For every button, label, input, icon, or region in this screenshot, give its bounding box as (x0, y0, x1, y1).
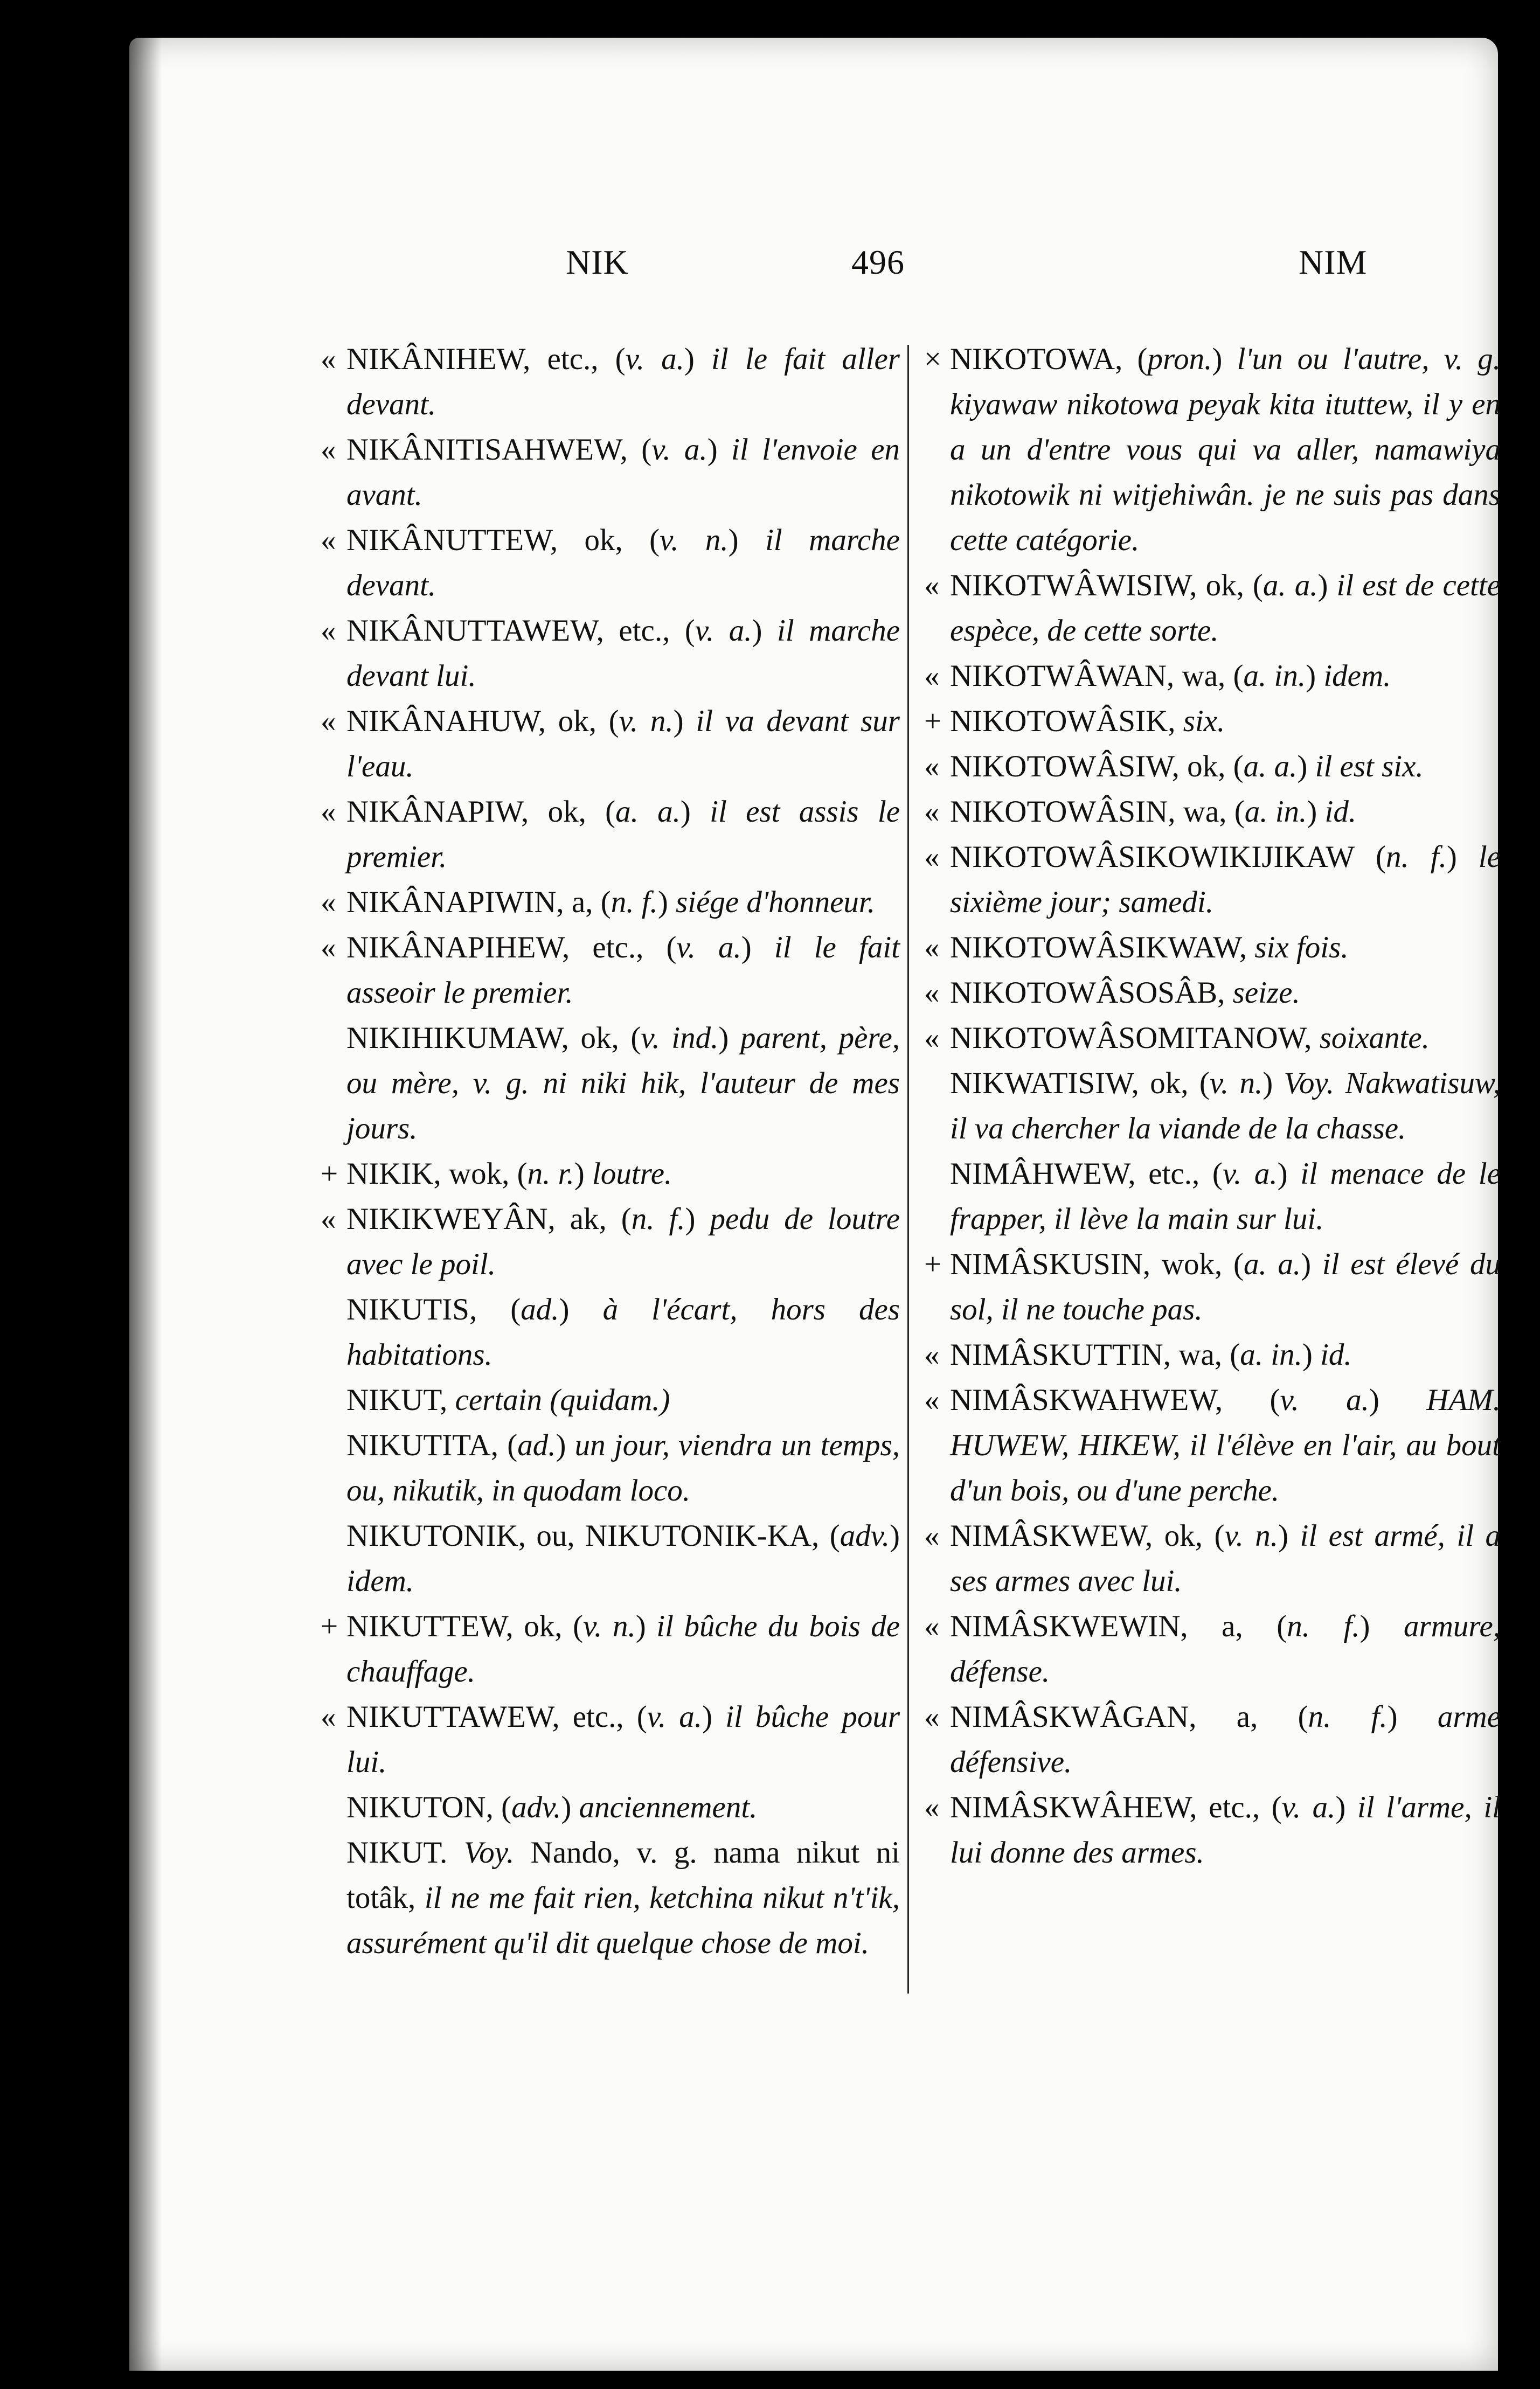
entry-headword: NIMÂSKWEW, (950, 1519, 1153, 1553)
entry-headword: NIMÂSKWAHWEW, (950, 1383, 1223, 1417)
entry-text: ) (1359, 1609, 1404, 1643)
running-head-left: NIK (566, 243, 629, 281)
entry-text: ) (1335, 1790, 1358, 1824)
entry-definition: il marche devant. (346, 523, 900, 602)
entry-text: ok, ( (513, 1609, 584, 1643)
entry-definition: il ne me fait rien, ketchina nikut n't'ik, assurément qu'il dit quelque chose de moi. (346, 1881, 900, 1960)
entry-headword: NIKWATISIW, (950, 1066, 1139, 1100)
dictionary-entry (321, 699, 900, 789)
dictionary-entry (924, 925, 1501, 970)
entry-headword: NIKOTOWÂSIN, (950, 795, 1176, 829)
entry-text: ) (1212, 342, 1237, 376)
entry-headword: NIKUT, (346, 1383, 448, 1417)
entry-grammar: Voy. (463, 1836, 515, 1870)
entry-marker: « (924, 930, 940, 964)
entry-grammar: n. f. (611, 885, 658, 919)
dictionary-entry (321, 427, 900, 518)
entry-definition: il l'envoie en avant. (346, 433, 900, 512)
entry-grammar: six fois. (1254, 930, 1349, 964)
dictionary-entry (924, 970, 1501, 1016)
entry-text: etc., ( (570, 930, 677, 964)
entry-text (447, 1836, 463, 1870)
entry-text: ) (702, 1700, 726, 1734)
entry-headword: NIKIHIKUMAW, (346, 1021, 569, 1055)
entry-grammar: a. in. (1244, 795, 1307, 829)
entry-headword: NIKUTTEW, (346, 1609, 514, 1643)
entry-grammar: seize. (1232, 976, 1300, 1010)
entry-text: ( (1354, 840, 1386, 874)
entry-text: ok, ( (558, 523, 660, 557)
entry-grammar: adv. (511, 1790, 561, 1824)
entry-definition: anciennement. (579, 1790, 758, 1824)
entry-text: wa, ( (1174, 659, 1244, 693)
column-divider (907, 345, 909, 1994)
entry-definition: il l'arme, il lui donne des armes. (950, 1790, 1501, 1870)
entry-definition: il est six. (1315, 749, 1424, 783)
entry-text: a, ( (1196, 1700, 1308, 1734)
entry-text (1175, 704, 1183, 738)
entry-text (1247, 930, 1254, 964)
entry-definition: il bûche du bois de chauffage. (346, 1609, 900, 1689)
entry-definition: parent, père, ou mère, v. g. ni niki hik, l'auteur de mes jours. (346, 1021, 900, 1145)
entry-headword: NIKOTWÂWISIW, (950, 568, 1197, 602)
entry-text: etc., ( (530, 342, 626, 376)
entry-definition: pedu de loutre avec le poil. (346, 1202, 900, 1281)
entry-text: ( (627, 433, 652, 467)
entry-headword: NIKÂNAHUW, (346, 704, 546, 738)
entry-definition: il est élevé du sol, il ne touche pas. (950, 1247, 1501, 1327)
entry-definition: il le fait aller devant. (346, 342, 900, 421)
entry-marker: « (321, 930, 336, 964)
entry-headword: NIKOTOWÂSIKWAW, (950, 930, 1247, 964)
entry-grammar: v. n. (583, 1609, 636, 1643)
entry-definition: il marche devant lui. (346, 614, 900, 693)
entry-grammar: a. in. (1240, 1338, 1302, 1372)
entry-headword: NIKOTOWÂSOMITANOW, (950, 1021, 1312, 1055)
dictionary-entry (924, 1332, 1501, 1378)
dictionary-entry (321, 1830, 900, 1966)
entry-grammar: n. f. (631, 1202, 685, 1236)
entry-text: ( (498, 1428, 518, 1462)
entry-marker: « (924, 1790, 940, 1824)
entry-headword: NIKÂNAPIWIN, (346, 885, 564, 919)
entry-headword: NIKOTOWÂSOSÂB, (950, 976, 1225, 1010)
entry-headword: NIKUTIS, (346, 1293, 477, 1327)
entry-definition: l'un ou l'autre, v. g. kiyawaw nikotowa peyak kita ituttew, il y en a un d'entre vous qui va aller, namawiya nikotowik ni witjehiwân. je ne suis pas dans cette catégorie. (950, 342, 1501, 557)
entry-headword: NIMÂSKWEWIN, (950, 1609, 1188, 1643)
entry-text: ou, NIKUTONIK-KA, ( (525, 1519, 840, 1553)
entry-definition: id. (1324, 795, 1357, 829)
entry-text: ) (1306, 659, 1324, 693)
entry-marker: « (924, 1383, 940, 1417)
entry-grammar: pron. (1147, 342, 1212, 376)
entry-grammar: v. n. (1209, 1066, 1263, 1100)
entry-grammar: v. a. (651, 433, 707, 467)
dictionary-entry (924, 1061, 1501, 1151)
entry-text: ) (890, 1519, 900, 1553)
dictionary-entry (924, 789, 1501, 835)
page-gutter-shadow (129, 38, 162, 2371)
entry-definition: il menace de le frapper, il lève la main sur lui. (950, 1157, 1501, 1236)
entry-text: wok, ( (441, 1157, 528, 1191)
entry-grammar: v. n. (660, 523, 729, 557)
entry-headword: NIKÂNAPIW, (346, 795, 529, 829)
entry-headword: NIMÂSKUSIN, (950, 1247, 1151, 1281)
entry-definition: siége d'honneur. (676, 885, 876, 919)
dictionary-entry (924, 835, 1501, 925)
entry-marker: « (321, 1700, 336, 1734)
left-column (321, 337, 900, 1966)
dictionary-entry (924, 1378, 1501, 1513)
entry-marker: + (321, 1609, 338, 1643)
dictionary-entry (321, 1513, 900, 1604)
entry-headword: NIKÂNITISAHWEW, (346, 433, 628, 467)
dictionary-entry (924, 563, 1501, 654)
entry-grammar: v. a. (1222, 1157, 1278, 1191)
entry-text: ) (1301, 1247, 1322, 1281)
entry-marker: « (321, 1202, 336, 1236)
entry-definition: Voy. Nakwatisuw, il va chercher la viande de la chasse. (950, 1066, 1501, 1145)
entry-headword: NIMÂSKUTTIN, (950, 1338, 1171, 1372)
dictionary-entry (321, 1287, 900, 1378)
entry-text: ( (1122, 342, 1148, 376)
dictionary-entry (321, 1604, 900, 1694)
entry-text: ok, ( (1153, 1519, 1225, 1553)
entry-definition: arme défensive. (950, 1700, 1501, 1779)
entry-text: ak, ( (555, 1202, 632, 1236)
entry-marker: « (924, 840, 940, 874)
entry-marker: « (924, 1021, 940, 1055)
entry-marker: « (924, 795, 940, 829)
entry-text (1312, 1021, 1319, 1055)
running-head-right: NIM (1299, 243, 1368, 281)
entry-grammar: soixante. (1319, 1021, 1430, 1055)
entry-headword: NIKÂNUTTAWEW, (346, 614, 604, 648)
entry-grammar: a. a. (1262, 568, 1318, 602)
entry-grammar: v. a. (676, 930, 741, 964)
entry-marker: « (924, 749, 940, 783)
dictionary-entry (924, 699, 1501, 744)
dictionary-entry (924, 1694, 1501, 1785)
entry-grammar: n. f. (1308, 1700, 1388, 1734)
entry-grammar: a. in. (1243, 659, 1306, 693)
dictionary-entry (321, 337, 900, 427)
book-page (129, 38, 1501, 2371)
entry-grammar: v. n. (619, 704, 674, 738)
entry-headword: NIKÂNAPIHEW, (346, 930, 570, 964)
entry-headword: NIKUTTAWEW, (346, 1700, 560, 1734)
entry-grammar: n. f. (1287, 1609, 1360, 1643)
entry-grammar: a. a. (1243, 749, 1298, 783)
entry-definition: à l'écart, hors des habitations. (346, 1293, 900, 1372)
entry-grammar: a. a. (615, 795, 681, 829)
entry-definition: il est de cette espèce, de cette sorte. (950, 568, 1501, 648)
entry-text: ok, ( (568, 1021, 641, 1055)
dictionary-entry (321, 925, 900, 1016)
entry-text: ) (718, 1021, 740, 1055)
entry-grammar: adv. (840, 1519, 890, 1553)
entry-text: ) (574, 1157, 592, 1191)
entry-text (447, 1383, 455, 1417)
entry-marker: « (321, 614, 336, 648)
entry-headword: NIKOTOWÂSIKOWIKIJIKAW (950, 840, 1355, 874)
entry-grammar: six. (1183, 704, 1225, 738)
entry-definition: le sixième jour; samedi. (950, 840, 1501, 919)
entry-headword: NIKUTITA, (346, 1428, 498, 1462)
entry-text: ) (1297, 749, 1315, 783)
entry-headword: NIKUTONIK, (346, 1519, 526, 1553)
entry-text: etc., ( (603, 614, 695, 648)
entry-marker: + (924, 704, 942, 738)
entry-marker: « (321, 885, 336, 919)
entry-text: ) (685, 1202, 710, 1236)
dictionary-entry (321, 1378, 900, 1423)
entry-definition: loutre. (592, 1157, 672, 1191)
entry-grammar: certain (quidam.) (455, 1383, 670, 1417)
entry-text: ) (741, 930, 774, 964)
page-number: 496 (851, 243, 905, 281)
dictionary-entry (321, 608, 900, 699)
entry-grammar: v. a. (695, 614, 752, 648)
entry-text: ) (635, 1609, 657, 1643)
entry-text: ( (1223, 1383, 1280, 1417)
entry-headword: NIKIKWEYÂN, (346, 1202, 556, 1236)
entry-grammar: v. a. (625, 342, 684, 376)
entry-text: etc., ( (1197, 1790, 1282, 1824)
dictionary-entry (924, 654, 1501, 699)
entry-text: ) (556, 1428, 575, 1462)
entry-text: ok, ( (1197, 568, 1263, 602)
entry-text: ( (477, 1293, 521, 1327)
dictionary-entry (924, 1513, 1501, 1604)
entry-text: ) (673, 704, 696, 738)
entry-text: etc., ( (1135, 1157, 1223, 1191)
entry-marker: « (924, 1519, 940, 1553)
entry-headword: NIKOTOWÂSIK, (950, 704, 1176, 738)
entry-text: wok, ( (1150, 1247, 1244, 1281)
entry-text: ) (1387, 1700, 1438, 1734)
entry-text: ) (1369, 1383, 1427, 1417)
entry-text (1225, 976, 1232, 1010)
entry-definition: il bûche pour lui. (346, 1700, 900, 1779)
entry-text: ) (657, 885, 676, 919)
entry-marker: « (321, 523, 336, 557)
entry-text: a, ( (1188, 1609, 1287, 1643)
entry-grammar: v. n. (1224, 1519, 1279, 1553)
entry-grammar: ad. (521, 1293, 559, 1327)
entry-definition: un jour, viendra un temps, ou, nikutik, in quodam loco. (346, 1428, 900, 1508)
entry-grammar: v. a. (1280, 1383, 1369, 1417)
entry-text: ) (728, 523, 766, 557)
entry-marker: « (924, 1338, 940, 1372)
entry-text: ok, ( (529, 795, 616, 829)
entry-definition: il est assis le premier. (346, 795, 900, 874)
entry-grammar: v. ind. (641, 1021, 719, 1055)
entry-headword: NIMÂSKWÂGAN, (950, 1700, 1197, 1734)
entry-definition: id. (1320, 1338, 1352, 1372)
dictionary-entry (321, 1197, 900, 1287)
entry-marker: × (924, 342, 942, 376)
entry-text: ok, ( (1139, 1066, 1210, 1100)
entry-definition: idem. (346, 1564, 414, 1598)
entry-headword: NIKUT. (346, 1836, 448, 1870)
entry-text: ) (752, 614, 777, 648)
dictionary-entry (924, 1242, 1501, 1332)
entry-marker: + (321, 1157, 338, 1191)
entry-definition: il est armé, il a ses armes avec lui. (950, 1519, 1501, 1598)
entry-marker: « (321, 704, 336, 738)
entry-text: ) (684, 342, 712, 376)
entry-marker: « (321, 433, 336, 467)
entry-text: ) (680, 795, 710, 829)
entry-text: ) (1302, 1338, 1321, 1372)
dictionary-entry (321, 880, 900, 925)
entry-text: ) (1277, 1157, 1301, 1191)
entry-definition: armure, défense. (950, 1609, 1501, 1689)
entry-headword: NIKUTON, (346, 1790, 494, 1824)
entry-text: ) (1262, 1066, 1284, 1100)
entry-text: ) (1317, 568, 1337, 602)
entry-text: ok, ( (1179, 749, 1244, 783)
dictionary-entry (321, 1151, 900, 1197)
entry-text: etc., ( (559, 1700, 647, 1734)
entry-marker: « (321, 342, 336, 376)
entry-marker: « (924, 1609, 940, 1643)
entry-definition: HAM. HUWEW, HIKEW, il l'élève en l'air, au bout d'un bois, ou d'une perche. (950, 1383, 1501, 1508)
entry-text: ) (559, 1293, 603, 1327)
entry-text: a, ( (564, 885, 611, 919)
entry-marker: « (924, 976, 940, 1010)
dictionary-entry (321, 789, 900, 880)
entry-grammar: n. f. (1386, 840, 1447, 874)
entry-headword: NIKOTWÂWAN, (950, 659, 1175, 693)
entry-text: Nando, v. g. nama nikut ni totâk, (346, 1836, 900, 1915)
entry-text: ( (493, 1790, 512, 1824)
entry-text: ) (707, 433, 732, 467)
entry-marker: « (924, 568, 940, 602)
entry-grammar: v. a. (647, 1700, 703, 1734)
entry-grammar: a. a. (1243, 1247, 1301, 1281)
entry-headword: NIKÂNIHEW, (346, 342, 531, 376)
entry-text: ) (561, 1790, 579, 1824)
entry-text: wa, ( (1175, 795, 1245, 829)
entry-headword: NIKIK, (346, 1157, 441, 1191)
dictionary-entry (924, 1785, 1501, 1876)
dictionary-entry (321, 1694, 900, 1785)
entry-text: ) (1278, 1519, 1300, 1553)
dictionary-entry (924, 744, 1501, 789)
dictionary-entry (321, 1785, 900, 1830)
entry-grammar: ad. (517, 1428, 556, 1462)
entry-definition: idem. (1323, 659, 1391, 693)
entry-headword: NIMÂSKWÂHEW, (950, 1790, 1197, 1824)
dictionary-entry (321, 1016, 900, 1151)
entry-text: ) (1307, 795, 1325, 829)
entry-marker: + (924, 1247, 942, 1281)
entry-headword: NIKOTOWA, (950, 342, 1123, 376)
dictionary-entry (924, 1604, 1501, 1694)
right-column (924, 337, 1501, 1876)
entry-definition: il le fait asseoir le premier. (346, 930, 900, 1010)
dictionary-entry (924, 337, 1501, 563)
dictionary-entry (924, 1016, 1501, 1061)
dictionary-entry (924, 1151, 1501, 1242)
entry-marker: « (924, 1700, 940, 1734)
entry-headword: NIKÂNUTTEW, (346, 523, 558, 557)
entry-grammar: v. a. (1281, 1790, 1336, 1824)
entry-definition: il va devant sur l'eau. (346, 704, 900, 783)
entry-text: wa, ( (1171, 1338, 1240, 1372)
dictionary-entry (321, 518, 900, 608)
entry-headword: NIMÂHWEW, (950, 1157, 1136, 1191)
entry-text: ) (1446, 840, 1479, 874)
dictionary-entry (321, 1423, 900, 1513)
entry-headword: NIKOTOWÂSIW, (950, 749, 1180, 783)
entry-marker: « (321, 795, 336, 829)
entry-marker: « (924, 659, 940, 693)
entry-grammar: n. r. (527, 1157, 574, 1191)
entry-text: ok, ( (545, 704, 619, 738)
